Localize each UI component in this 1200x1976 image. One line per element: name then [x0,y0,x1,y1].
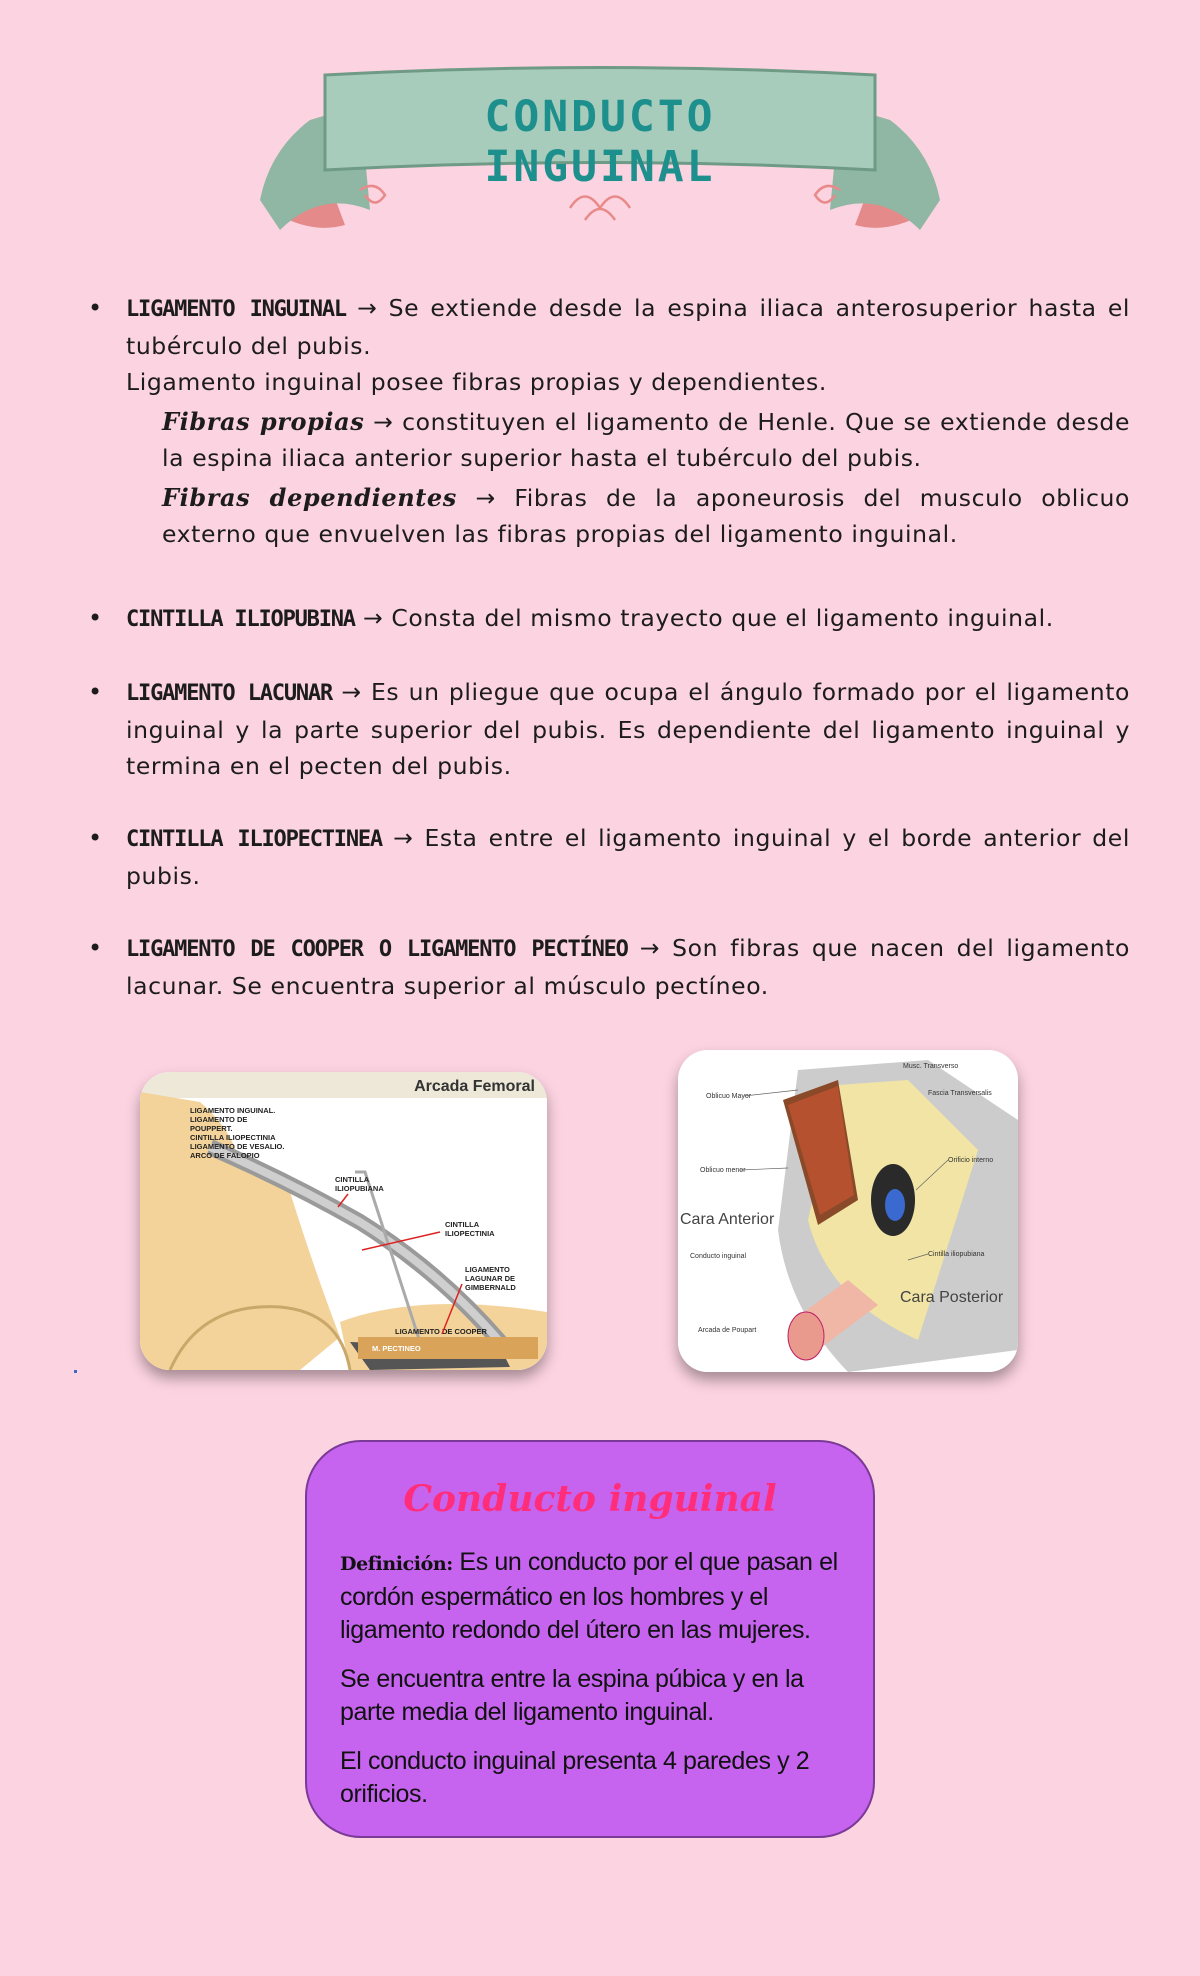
item-text: Es un pliegue que ocupa el ángulo formado por el ligamento inguinal y la parte superior del pubis. Es dependiente del ligamento inguinal y termina en el pecten del pubis. [126,678,1130,780]
legend-line: LIGAMENTO DE VESALIO. [190,1142,285,1151]
page-title: CONDUCTO INGUINAL [484,92,716,192]
item-text: Son fibras que nacen del ligamento lacunar. Se encuentra superior al músculo pectíneo. [126,934,1130,1000]
label-cintilla: Cintilla iliopubiana [928,1251,985,1258]
item-text: Esta entre el ligamento inguinal y el borde anterior del pubis. [126,824,1130,890]
label-lagunar: LIGAMENTO [465,1265,510,1274]
stray-dot [74,1370,77,1373]
bullet-list [80,290,1130,1040]
definition-label: Definición: [340,1553,453,1575]
arrow-icon: → [357,294,378,322]
label-arcada: Arcada de Poupart [698,1327,757,1334]
label-cara-anterior: Cara Anterior [680,1211,775,1228]
label-transverso: Musc. Transverso [903,1063,959,1070]
legend-line: LIGAMENTO DE [190,1115,248,1124]
definition-card [305,1440,875,1838]
label-iliopubiana: CINTILLA [335,1175,370,1184]
label-iliopubiana: ILIOPUBIANA [335,1184,384,1193]
arrow-icon: → [393,824,414,852]
term-cintilla-iliopectinea: CINTILLA ILIOPECTINEA [126,827,382,852]
arrow-icon: → [341,678,362,706]
sub-text: Fibras de la aponeurosis del musculo oblicuo externo que envuelven las fibras propias del ligamento inguinal. [162,484,1131,548]
figure-title: Arcada Femoral [414,1078,535,1095]
label-cooper: LIGAMENTO DE COOPER [395,1327,487,1336]
label-oblicuo-mayor: Oblicuo Mayor [706,1093,752,1100]
label-iliopectinia: CINTILLA [445,1220,480,1229]
item-text: Se extiende desde la espina iliaca anterosuperior hasta el tubérculo del pubis. [126,294,1131,360]
term-ligamento-inguinal: LIGAMENTO INGUINAL [126,297,346,322]
definition-body [340,1546,850,1827]
arrow-icon: → [373,408,394,436]
label-conducto: Conducto inguinal [690,1253,747,1260]
label-lagunar: GIMBERNALD [465,1283,516,1292]
label-oblicuo-menor: Oblicuo menor [700,1167,746,1174]
sub-item-fibras-propias [162,404,1130,476]
label-iliopectinia: ILIOPECTINIA [445,1229,495,1238]
term-cintilla-iliopubina: CINTILLA ILIOPUBINA [126,607,355,632]
term-ligamento-cooper: LIGAMENTO DE COOPER O LIGAMENTO PECTÍNEO [126,937,628,962]
legend-line: POUPPERT. [190,1124,233,1133]
list-item-ligamento-cooper [80,930,1130,1004]
legend-line: LIGAMENTO INGUINAL. [190,1106,276,1115]
sub-item-fibras-dependientes [162,480,1130,552]
arrow-icon: → [362,604,384,632]
sub-text: constituyen el ligamento de Henle. Que se extiende desde la espina iliaca anterior superior hasta el tubérculo del pubis. [162,408,1131,472]
item-text: Consta del mismo trayecto que el ligamento inguinal. [391,604,1054,632]
item-text: Ligamento inguinal posee fibras propias y dependientes. [126,368,827,396]
list-item-cintilla-iliopubina [80,600,1130,638]
label-fascia: Fascia Transversalis [928,1090,992,1097]
arrow-icon: → [639,934,661,962]
label-pectineo: M. PECTINEO [372,1344,421,1353]
sub-term: Fibras propias [162,407,365,436]
definition-title: Conducto inguinal [403,1478,777,1520]
legend-line: ARCO DE FALOPIO [190,1151,260,1160]
term-ligamento-lacunar: LIGAMENTO LACUNAR [126,681,333,706]
label-orificio: Orificio interno [948,1157,994,1164]
list-item-ligamento-inguinal [80,290,1130,552]
legend-line: CINTILLA ILIOPECTINIA [190,1133,276,1142]
definition-paragraph: Se encuentra entre la espina púbica y en la parte media del ligamento inguinal. [340,1665,804,1726]
arrow-icon: → [475,484,496,512]
label-lagunar: LAGUNAR DE [465,1274,515,1283]
definition-paragraph: El conducto inguinal presenta 4 paredes y 2 orificios. [340,1747,810,1808]
list-item-ligamento-lacunar [80,674,1130,784]
figure-canal-inguinal [678,1050,1018,1372]
label-cara-posterior: Cara Posterior [900,1289,1004,1306]
figure-arcada-femoral [140,1072,547,1370]
list-item-cintilla-iliopectinea [80,820,1130,894]
sub-term: Fibras dependientes [162,483,457,512]
definition-text: Es un conducto por el que pasan el cordón espermático en los hombres y el ligamento redondo del útero en las mujeres. [340,1548,838,1644]
